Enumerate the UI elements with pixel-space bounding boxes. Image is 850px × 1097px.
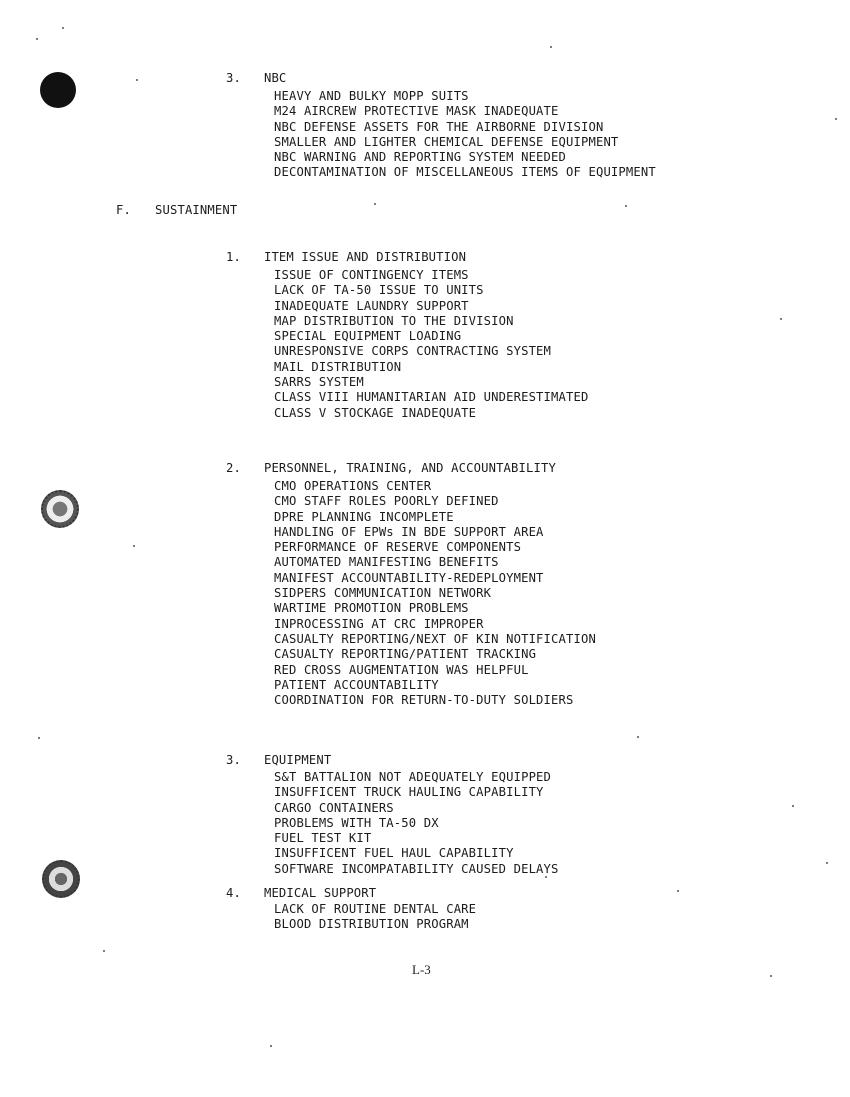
subsection-number: 4.	[225, 886, 241, 901]
list-item: CMO STAFF ROLES POORLY DEFINED	[274, 494, 499, 509]
list-item: AUTOMATED MANIFESTING BENEFITS	[274, 555, 499, 570]
list-item: LACK OF ROUTINE DENTAL CARE	[274, 902, 477, 916]
list-item: MANIFEST ACCOUNTABILITY-REDEPLOYMENT	[274, 570, 544, 585]
seal-blot	[41, 490, 79, 528]
list-item: DPRE PLANNING INCOMPLETE	[274, 509, 454, 524]
list-item: INSUFFICENT TRUCK HAULING CAPABILITY	[274, 785, 544, 800]
list-item: SOFTWARE INCOMPATABILITY CAUSED DELAYS	[274, 861, 559, 876]
scan-speck	[826, 862, 828, 864]
item-issue-item-list	[274, 268, 588, 421]
medical-item-list	[274, 902, 476, 933]
list-item: INPROCESSING AT CRC IMPROPER	[274, 616, 484, 631]
list-item: UNRESPONSIVE CORPS CONTRACTING SYSTEM	[274, 344, 552, 359]
scan-speck	[103, 950, 105, 952]
list-item: NBC WARNING AND REPORTING SYSTEM NEEDED	[274, 150, 567, 165]
list-item: M24 AIRCREW PROTECTIVE MASK INADEQUATE	[274, 104, 559, 119]
scan-speck	[637, 736, 639, 738]
list-item: BLOOD DISTRIBUTION PROGRAM	[274, 917, 469, 932]
section-letter: F.	[116, 203, 131, 217]
list-item: INSUFFICENT FUEL HAUL CAPABILITY	[274, 846, 514, 861]
list-item: FUEL TEST KIT	[274, 831, 372, 846]
scan-speck	[62, 27, 64, 29]
list-item: MAP DISTRIBUTION TO THE DIVISION	[274, 313, 514, 328]
list-item: CARGO CONTAINERS	[274, 800, 394, 815]
personnel-item-list	[274, 479, 596, 708]
list-item: COORDINATION FOR RETURN-TO-DUTY SOLDIERS	[274, 693, 574, 708]
list-item: LACK OF TA-50 ISSUE TO UNITS	[274, 283, 484, 298]
list-item: RED CROSS AUGMENTATION WAS HELPFUL	[274, 662, 529, 677]
list-item: CMO OPERATIONS CENTER	[274, 479, 432, 493]
subsection-number: 3.	[225, 71, 241, 86]
scan-speck	[780, 318, 782, 320]
punch-hole-mark	[40, 72, 76, 108]
list-item: SIDPERS COMMUNICATION NETWORK	[274, 586, 492, 601]
list-item: SMALLER AND LIGHTER CHEMICAL DEFENSE EQUIPMENT	[274, 134, 619, 149]
scan-speck	[270, 1045, 272, 1047]
subsection-title: EQUIPMENT	[263, 753, 332, 768]
scan-speck	[136, 79, 138, 81]
scan-speck	[792, 805, 794, 807]
list-item: PROBLEMS WITH TA-50 DX	[274, 815, 439, 830]
subsection-number: 1.	[225, 250, 241, 265]
list-item: MAIL DISTRIBUTION	[274, 359, 402, 374]
subsection-title: ITEM ISSUE AND DISTRIBUTION	[263, 250, 467, 265]
subsection-number: 3.	[225, 753, 241, 768]
list-item: HANDLING OF EPWs IN BDE SUPPORT AREA	[274, 524, 544, 539]
list-item: PERFORMANCE OF RESERVE COMPONENTS	[274, 540, 522, 555]
subsection-number: 2.	[225, 461, 241, 476]
subsection-title: MEDICAL SUPPORT	[263, 886, 377, 901]
list-item: CLASS V STOCKAGE INADEQUATE	[274, 405, 477, 420]
subsection-title: NBC	[263, 71, 287, 86]
section-title: SUSTAINMENT	[155, 203, 238, 217]
list-item: WARTIME PROMOTION PROBLEMS	[274, 601, 469, 616]
list-item: PATIENT ACCOUNTABILITY	[274, 677, 439, 692]
scan-speck	[770, 975, 772, 977]
page-number: L-3	[412, 962, 431, 977]
seal-blot	[42, 860, 80, 898]
scan-speck	[374, 203, 376, 205]
scan-speck	[550, 46, 552, 48]
scan-speck	[133, 545, 135, 547]
nbc-item-list	[274, 89, 656, 181]
scan-speck	[625, 205, 627, 207]
list-item: HEAVY AND BULKY MOPP SUITS	[274, 89, 469, 103]
list-item: SPECIAL EQUIPMENT LOADING	[274, 329, 462, 344]
scan-speck	[36, 38, 38, 40]
scan-speck	[677, 890, 679, 892]
subsection-heading-nbc	[196, 56, 286, 102]
list-item: S&T BATTALION NOT ADEQUATELY EQUIPPED	[274, 770, 552, 784]
list-item: CASUALTY REPORTING/NEXT OF KIN NOTIFICATION	[274, 631, 596, 646]
list-item: DECONTAMINATION OF MISCELLANEOUS ITEMS OF EQUIPMENT	[274, 165, 656, 180]
subsection-title: PERSONNEL, TRAINING, AND ACCOUNTABILITY	[263, 461, 556, 476]
list-item: ISSUE OF CONTINGENCY ITEMS	[274, 268, 469, 282]
equipment-item-list	[274, 770, 559, 877]
scan-speck	[835, 118, 837, 120]
list-item: INADEQUATE LAUNDRY SUPPORT	[274, 298, 469, 313]
list-item: CLASS VIII HUMANITARIAN AID UNDERESTIMATED	[274, 390, 589, 405]
list-item: SARRS SYSTEM	[274, 375, 364, 390]
list-item: CASUALTY REPORTING/PATIENT TRACKING	[274, 647, 537, 662]
scan-speck	[38, 737, 40, 739]
list-item: NBC DEFENSE ASSETS FOR THE AIRBORNE DIVISION	[274, 119, 604, 134]
